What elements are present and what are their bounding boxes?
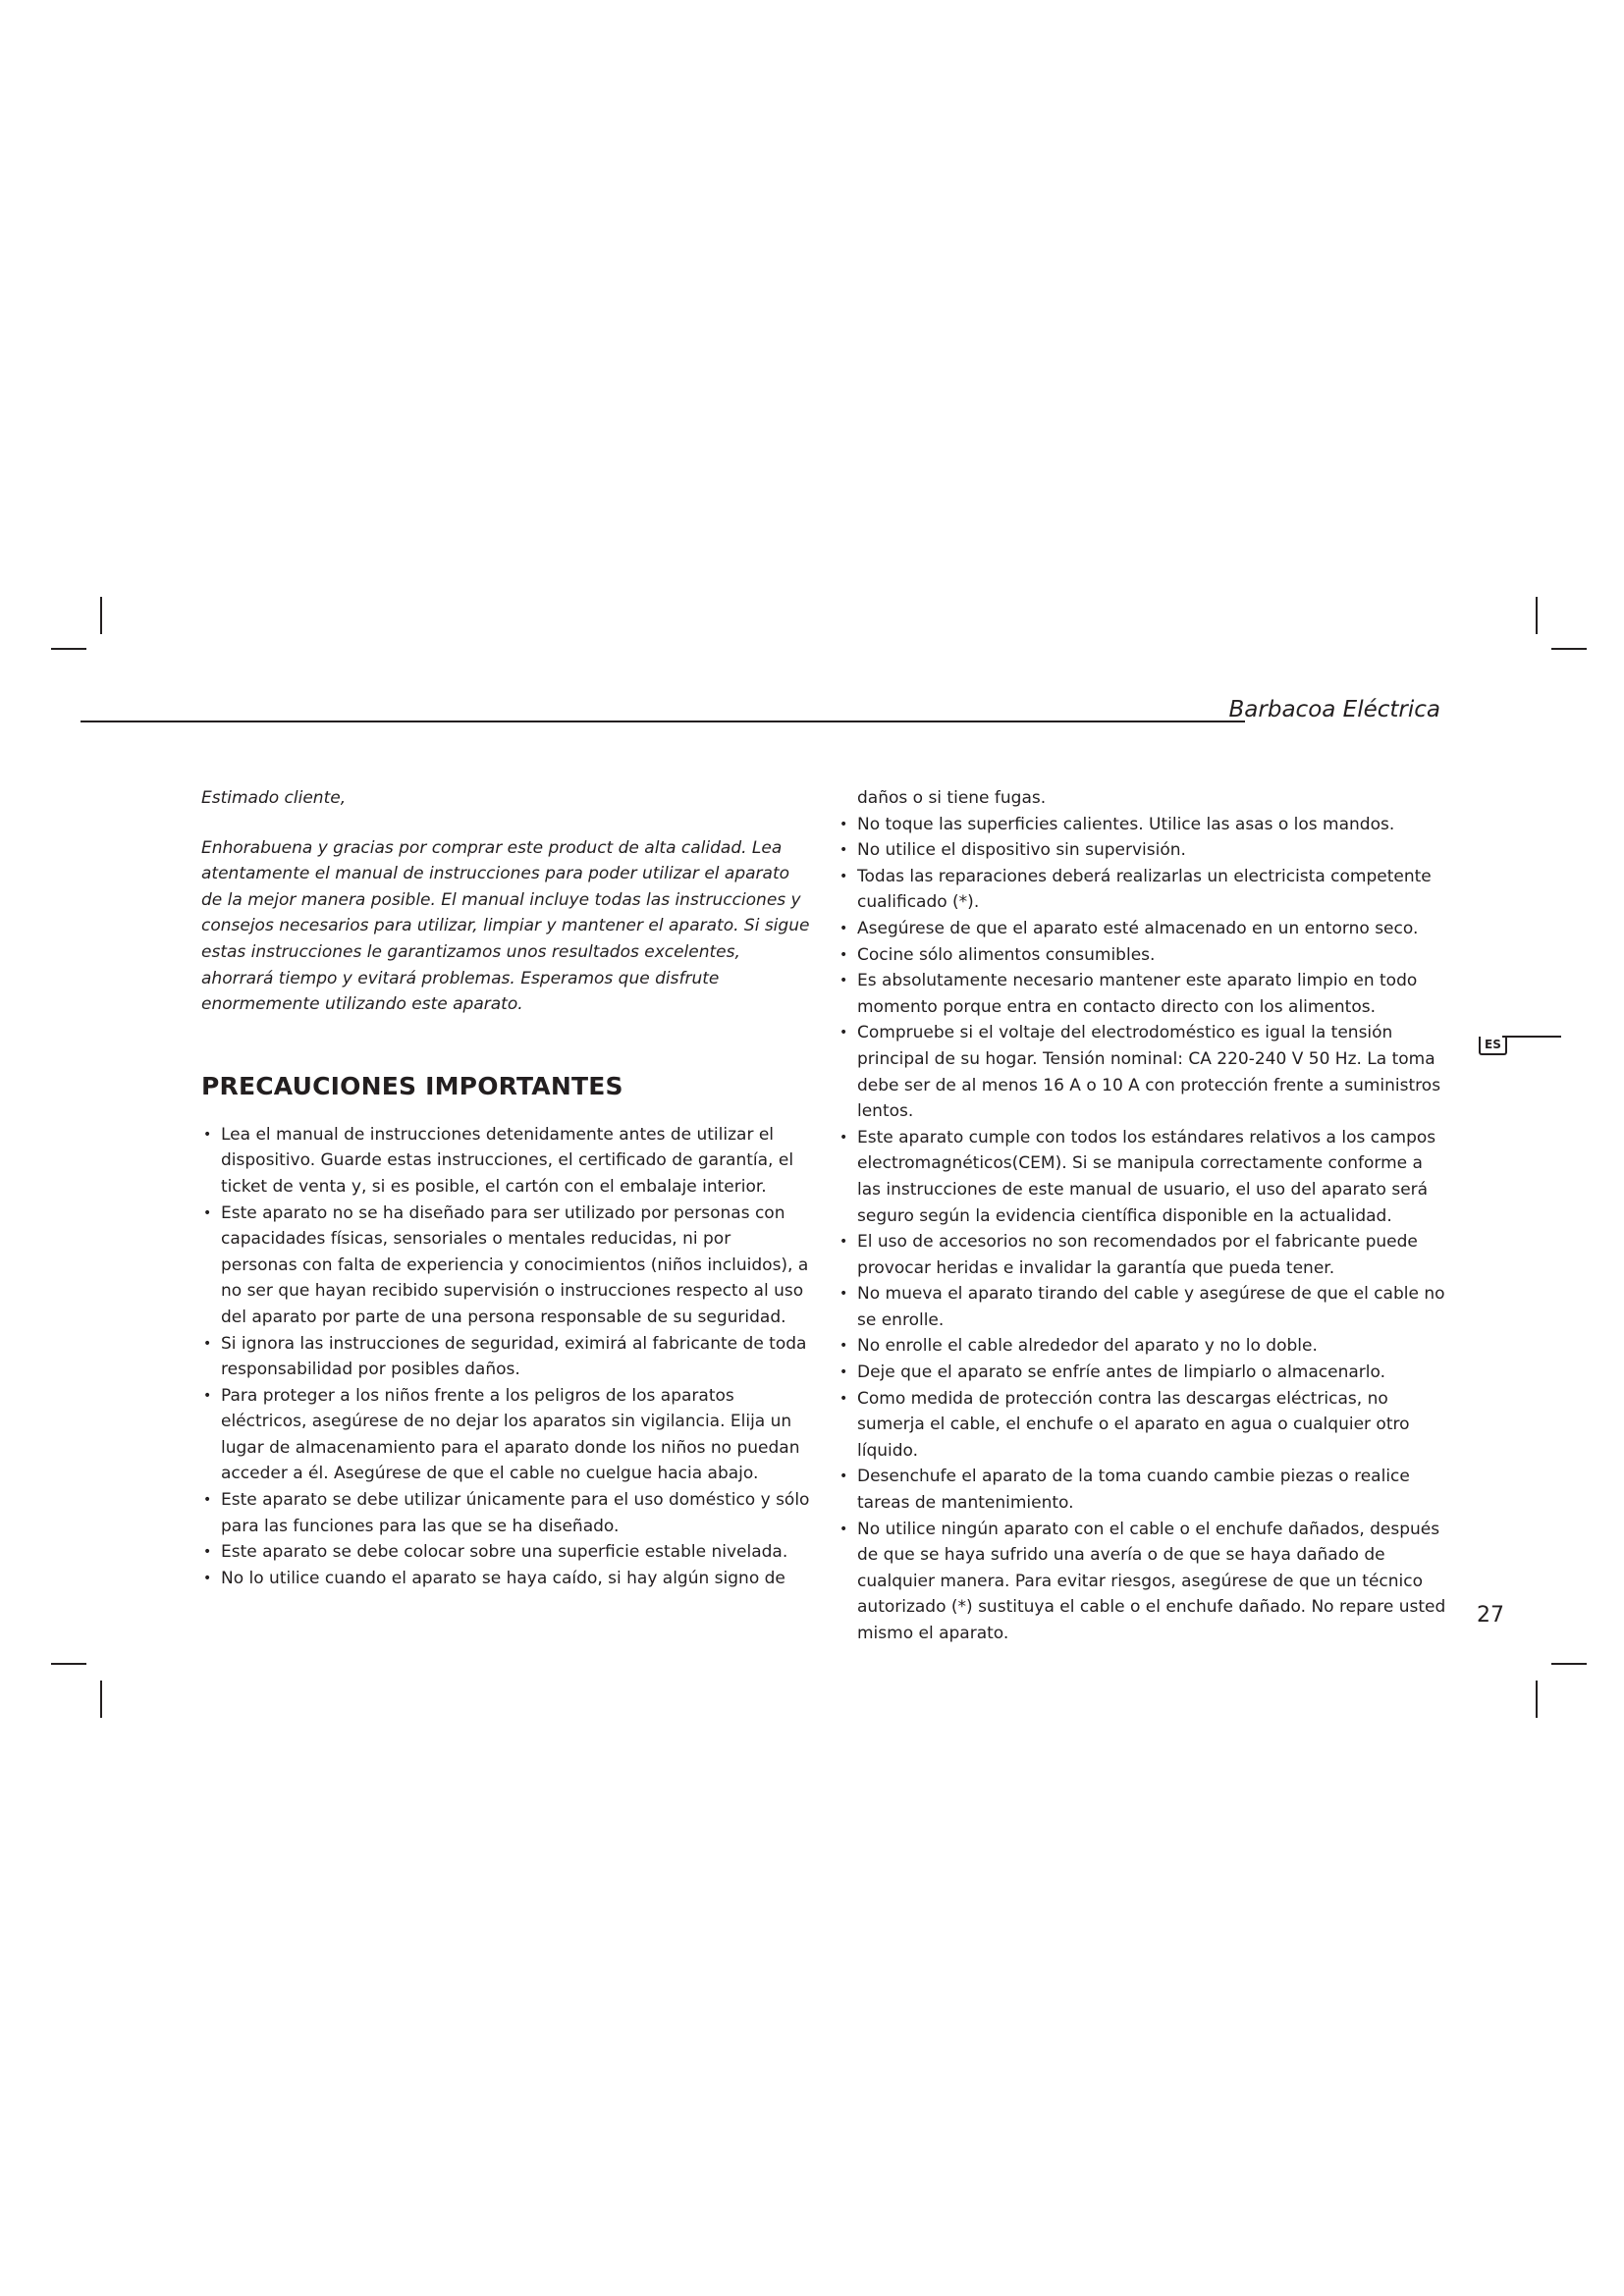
list-item: • Este aparato se debe utilizar únicamente para el uso doméstico y sólo para las funciones para las que se ha diseñado.: [201, 1487, 810, 1539]
crop-mark-bottom-left-horizontal: [51, 1663, 86, 1665]
list-item: • Desenchufe el aparato de la toma cuando cambie piezas o realice tareas de mantenimiento.: [838, 1464, 1446, 1516]
crop-mark-bottom-right-vertical: [1536, 1681, 1538, 1718]
page-number: 27: [1477, 1603, 1504, 1628]
left-column: [201, 785, 810, 1591]
list-item: • Es absolutamente necesario mantener este aparato limpio en todo momento porque entra en contacto directo con los alimentos.: [838, 968, 1446, 1020]
list-item-continuation: daños o si tiene fugas.: [857, 788, 1047, 808]
list-item: • Asegúrese de que el aparato esté almacenado en un entorno seco.: [838, 916, 1446, 942]
language-tag: ES: [1479, 1037, 1507, 1055]
section-heading: PRECAUCIONES IMPORTANTES: [201, 1071, 623, 1100]
crop-mark-bottom-right-horizontal: [1551, 1663, 1587, 1665]
crop-mark-top-right-vertical: [1536, 597, 1538, 634]
crop-mark-top-left-vertical: [100, 597, 102, 634]
intro-paragraph: Enhorabuena y gracias por comprar este product de alta calidad. Lea atentamente el manual de instrucciones para poder utilizar el aparato de la mejor manera posible. El manual incluye todas las instrucciones y consejos necesarios para utilizar, limpiar y mantener el aparato. Si sigue estas instrucciones le garantizamos unos resultados excelentes, ahorrará tiempo y evitará problemas. Esperamos que disfrute enormemente utilizando este aparato.: [201, 837, 810, 1015]
header-rule: [81, 721, 1245, 722]
list-item: • No mueva el aparato tirando del cable y asegúrese de que el cable no se enrolle.: [838, 1281, 1446, 1333]
list-item: • Lea el manual de instrucciones detenidamente antes de utilizar el dispositivo. Guarde estas instrucciones, el certificado de garantía, el ticket de venta y, si es posible, el cartón con el embalaje interior.: [201, 1122, 810, 1201]
list-item: • Todas las reparaciones deberá realizarlas un electricista competente cualificado (*).: [838, 864, 1446, 916]
list-item: • Para proteger a los niños frente a los peligros de los aparatos eléctricos, asegúrese de no dejar los aparatos sin vigilancia. Elija un lugar de almacenamiento para el aparato donde los niños no puedan acceder a él. Asegúrese de que el cable no cuelgue hacia abajo.: [201, 1383, 810, 1487]
crop-mark-bottom-left-vertical: [100, 1681, 102, 1718]
list-item: • Compruebe si el voltaje del electrodoméstico es igual la tensión principal de su hogar. Tensión nominal: CA 220-240 V 50 Hz. La toma debe ser de al menos 16 A o 10 A con protección frente a suministros lentos.: [838, 1020, 1446, 1124]
language-tab-line: [1502, 1036, 1561, 1038]
list-item: • Cocine sólo alimentos consumibles.: [838, 942, 1446, 969]
greeting: Estimado cliente,: [201, 788, 347, 808]
list-item: • Este aparato cumple con todos los estándares relativos a los campos electromagnéticos(CEM). Si se manipula correctamente conforme a las instrucciones de este manual de usuario, el uso del aparato será seguro según la evidencia científica disponible en la actualidad.: [838, 1125, 1446, 1229]
list-item: • Deje que el aparato se enfríe antes de limpiarlo o almacenarlo.: [838, 1360, 1446, 1386]
list-item: • No toque las superficies calientes. Utilice las asas o los mandos.: [838, 812, 1446, 838]
list-item: • No enrolle el cable alrededor del aparato y no lo doble.: [838, 1333, 1446, 1360]
list-item: • El uso de accesorios no son recomendados por el fabricante puede provocar heridas e invalidar la garantía que pueda tener.: [838, 1229, 1446, 1281]
list-item: • No utilice ningún aparato con el cable o el enchufe dañados, después de que se haya sufrido una avería o de que se haya dañado de cualquier manera. Para evitar riesgos, asegúrese de que un técnico autorizado (*) sustituya el cable o el enchufe dañado. No repare usted mismo el aparato.: [838, 1517, 1446, 1647]
right-column: [838, 785, 1446, 1647]
list-item: • Como medida de protección contra las descargas eléctricas, no sumerja el cable, el enchufe o el aparato en agua o cualquier otro líquido.: [838, 1386, 1446, 1465]
list-item: • Este aparato se debe colocar sobre una superficie estable nivelada.: [201, 1539, 810, 1566]
header-title: Barbacoa Eléctrica: [1228, 697, 1440, 722]
crop-mark-top-left-horizontal: [51, 648, 86, 650]
precautions-list-left: [201, 1122, 810, 1592]
list-item: • No utilice el dispositivo sin supervisión.: [838, 837, 1446, 864]
list-item: • Este aparato no se ha diseñado para ser utilizado por personas con capacidades físicas, sensoriales o mentales reducidas, ni por personas con falta de experiencia y conocimientos (niños incluidos), a no ser que hayan recibido supervisión o instrucciones respecto al uso del aparato por parte de una persona responsable de su seguridad.: [201, 1201, 810, 1331]
list-item: • No lo utilice cuando el aparato se haya caído, si hay algún signo de: [201, 1566, 810, 1592]
precautions-list-right: [838, 812, 1446, 1647]
crop-mark-top-right-horizontal: [1551, 648, 1587, 650]
list-item: • Si ignora las instrucciones de seguridad, eximirá al fabricante de toda responsabilidad por posibles daños.: [201, 1331, 810, 1383]
